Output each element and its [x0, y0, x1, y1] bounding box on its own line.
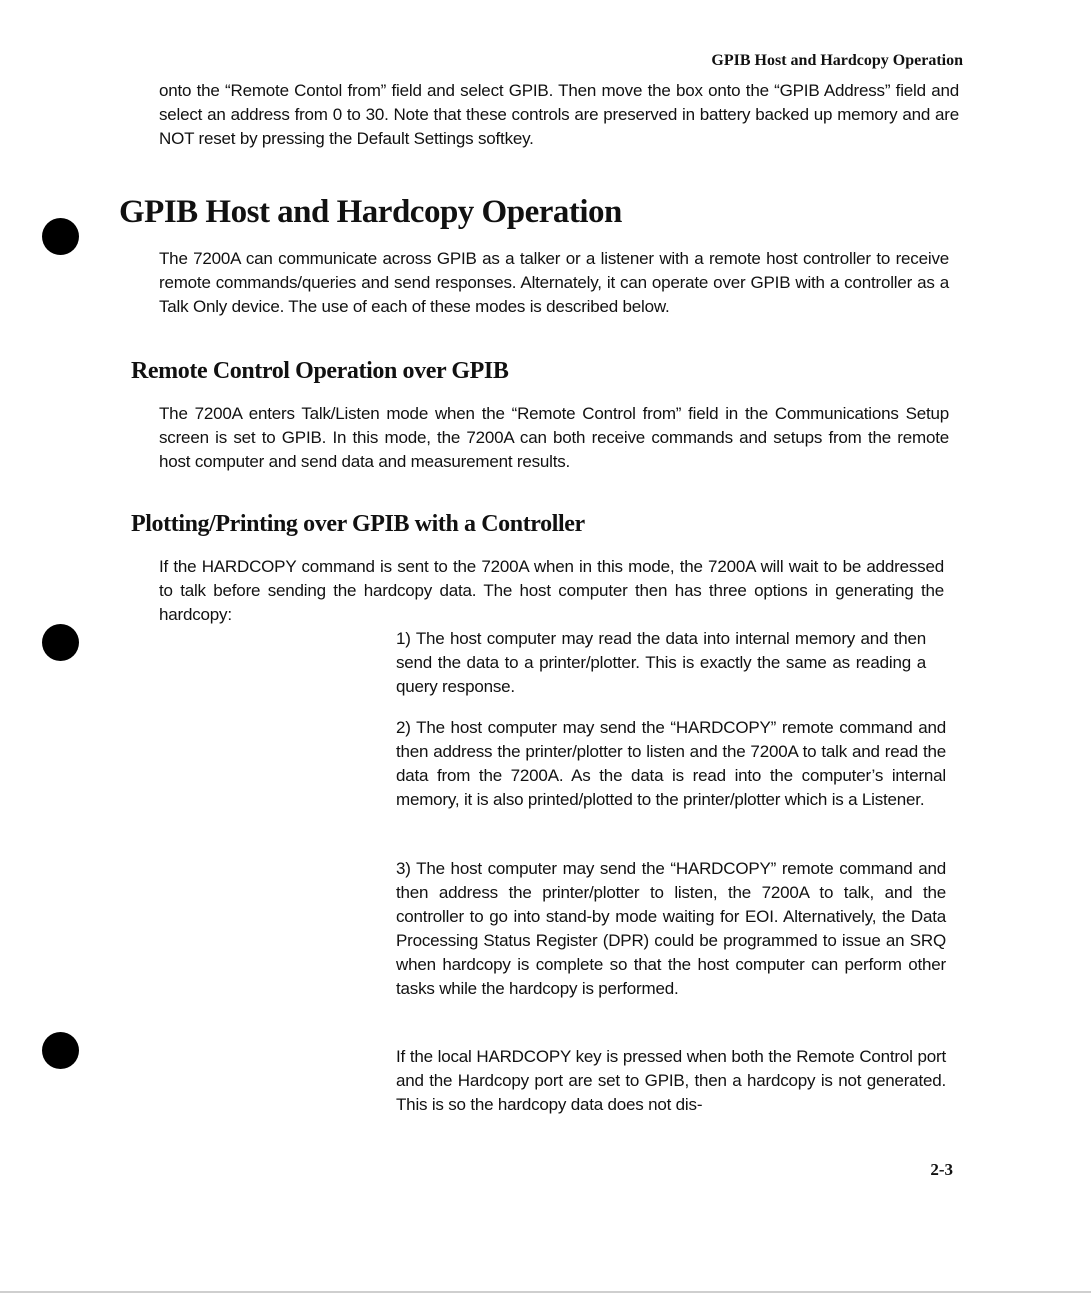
- option-3: 3) The host computer may send the “HARDCOPY” remote command and then address the printer/plotter to listen, the 7200A to talk, and the controller to go into stand-by mode waiting for EOI. Alternatively, the Data Processing Status Register (DPR) could be programmed to issue an SRQ when hardcopy is complete so that the host computer can perform other tasks while the hardcopy is performed.: [396, 859, 946, 998]
- punch-hole-bottom: [42, 1032, 79, 1069]
- option-1: 1) The host computer may read the data into internal memory and then send the data to a printer/plotter. This is exactly the same as reading a query response.: [396, 629, 926, 696]
- running-header: GPIB Host and Hardcopy Operation: [711, 52, 963, 69]
- intro-paragraph: onto the “Remote Contol from” field and select GPIB. Then move the box onto the “GPIB Address” field and select an address from 0 to 30. Note that these controls are preserved in battery backed up memory and are NOT reset by pressing the Default Settings softkey.: [159, 81, 959, 148]
- section-paragraph: The 7200A can communicate across GPIB as a talker or a listener with a remote host controller to receive remote commands/queries and send responses. Alternately, it can operate over GPIB with a controller as a Talk Only device. The use of each of these modes is described below.: [159, 249, 949, 316]
- plotting-paragraph: If the HARDCOPY command is sent to the 7200A when in this mode, the 7200A will wait to be addressed to talk before sending the hardcopy data. The host computer then has three options in generating the hardcopy:: [159, 557, 944, 624]
- section-title: GPIB Host and Hardcopy Operation: [119, 194, 622, 230]
- subsection-title-remote: Remote Control Operation over GPIB: [131, 358, 509, 384]
- scan-edge-rule: [0, 1291, 1091, 1293]
- punch-hole-middle: [42, 624, 79, 661]
- subsection-title-plotting: Plotting/Printing over GPIB with a Controller: [131, 511, 585, 537]
- closing-paragraph: If the local HARDCOPY key is pressed when both the Remote Control port and the Hardcopy port are set to GPIB, then a hardcopy is not generated. This is so the hardcopy data does not dis-: [396, 1047, 946, 1114]
- option-2: 2) The host computer may send the “HARDCOPY” remote command and then address the printer/plotter to listen and the 7200A to talk and read the data from the 7200A. As the data is read into the computer’s internal memory, it is also printed/plotted to the printer/plotter which is a Listener.: [396, 718, 946, 809]
- punch-hole-top: [42, 218, 79, 255]
- page-number: 2-3: [930, 1160, 953, 1179]
- remote-paragraph: The 7200A enters Talk/Listen mode when the “Remote Control from” field in the Communications Setup screen is set to GPIB. In this mode, the 7200A can both receive commands and setups from the remote host computer and send data and measurement results.: [159, 404, 949, 471]
